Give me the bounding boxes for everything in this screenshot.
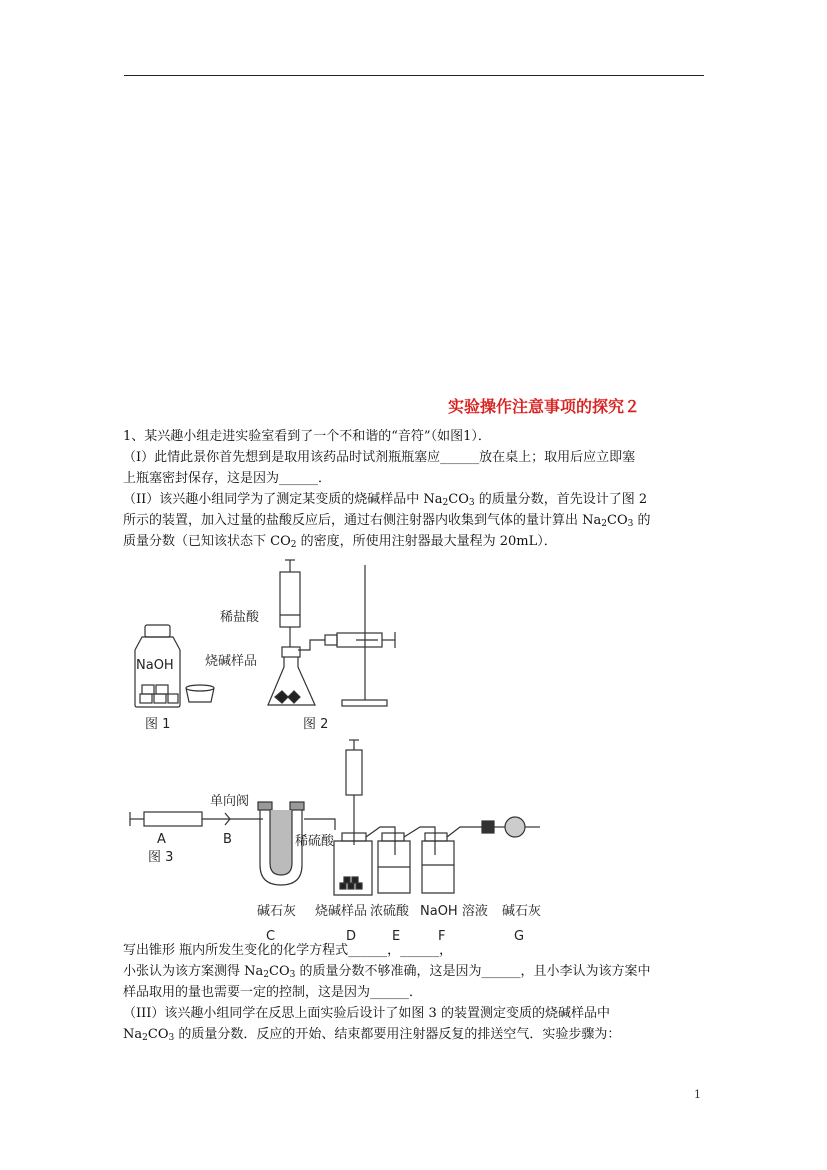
figure-3-caption: 图 3 (148, 850, 174, 865)
label-c: C (266, 929, 276, 944)
label-g: G (514, 929, 525, 944)
name-d: 烧碱样品 (315, 904, 368, 919)
page-number: 1 (694, 1088, 701, 1101)
valve-label: 单向阀 (210, 794, 250, 809)
q2-line-5: $Na_2CO_3$ 的质量分数．反应的开始、结束都要用注射器反复的排送空气．实验步骤为： (123, 1027, 621, 1043)
q2-line-3: 样品取用的量也需要一定的控制，这是因为______． (123, 985, 423, 1000)
q1-line-6: 质量分数（已知该状态下 $CO_2$ 的密度，所使用注射器最大量程为 20mL）． (123, 534, 557, 550)
label-a: A (157, 832, 166, 847)
conical-flask (268, 647, 315, 705)
q1-line-5: 所示的装置，加入过量的盐酸反应后，通过右侧注射器内收集到气体的量计算出 $Na_2CO_3$ 的 (123, 513, 651, 529)
q1-line-1: 1、某兴趣小组走进实验室看到了一个不和谐的“音符”（如图1）． (123, 429, 491, 444)
q1-line-2: （I）此情此景你首先想到是取用该药品时试剂瓶瓶塞应______放在桌上；取用后应立即塞 (123, 450, 636, 465)
name-g: 碱石灰 (502, 904, 542, 919)
label-d: D (346, 929, 357, 944)
bottle-d (304, 819, 372, 895)
figure-1-2 (120, 555, 420, 735)
header-rule (124, 75, 704, 76)
sulfuric-acid-label: 稀硫酸 (295, 834, 335, 849)
drying-tube-g (447, 817, 540, 837)
name-e: 浓硫酸 (370, 904, 410, 919)
name-f: NaOH 溶液 (420, 904, 488, 919)
sample-label: 烧碱样品 (205, 654, 258, 669)
label-f: F (438, 929, 446, 944)
figure-1-caption: 图 1 (145, 717, 171, 732)
gas-syringe (298, 632, 395, 650)
q1-line-4: （II）该兴趣小组同学为了测定某变质的烧碱样品中 $Na_2CO_3$ 的质量分数，首先设计了图 2 (123, 492, 648, 508)
figure-2-caption: 图 2 (303, 717, 329, 732)
label-b: B (223, 832, 232, 847)
iron-stand (342, 565, 387, 706)
naoh-label: NaOH (136, 658, 174, 673)
bottle-stopper (186, 685, 214, 702)
figure-3 (120, 735, 560, 945)
q2-line-4: （III）该兴趣小组同学在反思上面实验后设计了如图 3 的装置测定变质的烧碱样品中 (123, 1006, 610, 1021)
name-c: 碱石灰 (257, 904, 297, 919)
q1-line-3: 上瓶塞密封保存，这是因为______． (123, 471, 332, 486)
q2-line-2: 小张认为该方案测得 $Na_2CO_3$ 的质量分数不够准确，这是因为______，且小李认为该方案中 (123, 964, 651, 980)
acid-funnel (346, 740, 362, 845)
label-e: E (392, 929, 401, 944)
air-syringe-a (130, 812, 245, 826)
q2-line-1: 写出锥形 瓶内所发生变化的化学方程式______，______， (123, 943, 453, 958)
question-2-text (123, 940, 708, 1045)
question-1-text (123, 426, 708, 552)
acid-syringe (280, 560, 300, 647)
page-title: 实验操作注意事项的探究２ (448, 397, 641, 416)
acid-label: 稀盐酸 (220, 610, 260, 625)
bottle-f (404, 827, 454, 893)
